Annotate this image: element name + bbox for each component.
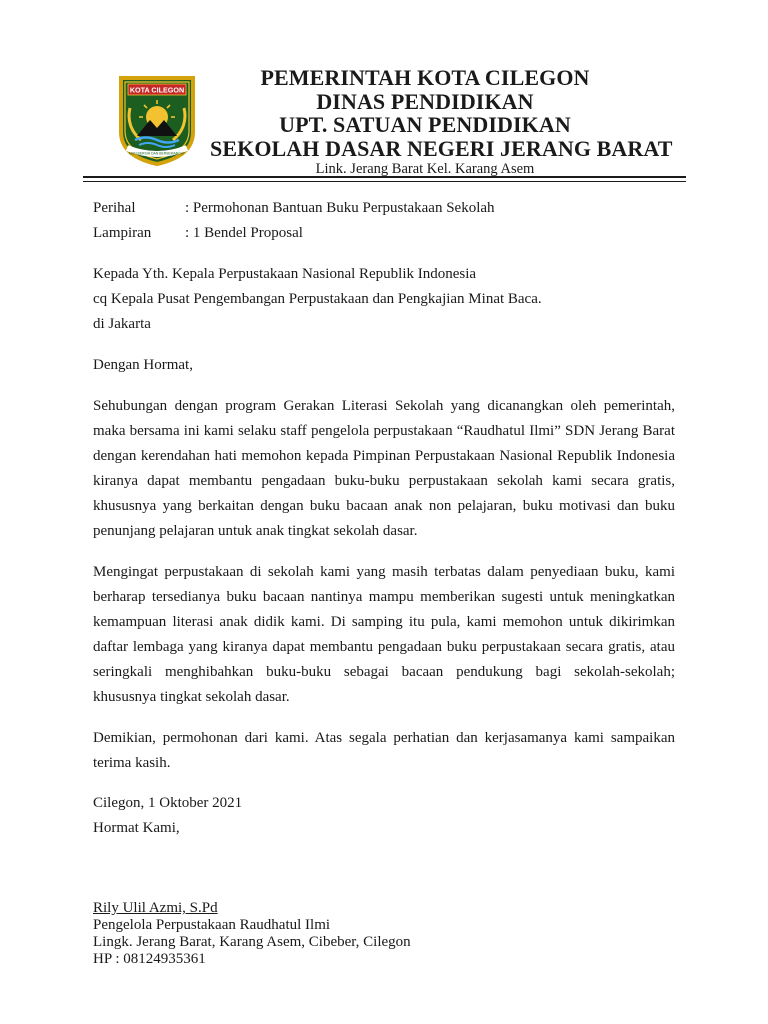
logo-motto-text: MAN BERSIH DAN BERSEMANGAT bbox=[129, 151, 185, 156]
letterhead-address: Link. Jerang Barat Kel. Karang Asem bbox=[315, 161, 535, 177]
letterhead-line-government: PEMERINTAH KOTA CILEGON bbox=[260, 65, 590, 90]
letterhead-line-unit: UPT. SATUAN PENDIDIKAN bbox=[279, 112, 571, 137]
lampiran-row bbox=[93, 221, 675, 246]
body-paragraph: Sehubungan dengan program Gerakan Literasi Sekolah yang dicanangkan oleh pemerintah, maka bersama ini kami selaku staff pengelola perpustakaan “Raudhatul Ilmi” SDN Jerang Barat dengan kerendahan hati memohon kepada Pimpinan Perpustakaan Nasional Republik Indonesia kiranya dapat membantu pengadaan buku-buku perpustakaan sekolah kami secara gratis, khususnya yang berkaitan dengan buku bacaan anak non pelajaran, buku motivasi dan buku penunjang pelajaran untuk anak tingkat sekolah dasar. bbox=[93, 398, 675, 539]
signer-address: Lingk. Jerang Barat, Karang Asem, Cibeber, Cilegon bbox=[93, 934, 411, 950]
signer-position: Pengelola Perpustakaan Raudhatul Ilmi bbox=[93, 917, 331, 933]
recipient-line: di Jakarta bbox=[93, 316, 151, 332]
lampiran-value: : 1 Bendel Proposal bbox=[185, 225, 303, 241]
recipient-line: cq Kepala Pusat Pengembangan Perpustakaan dan Pengkajian Minat Baca. bbox=[93, 291, 542, 307]
letterhead-divider-thick bbox=[83, 176, 686, 178]
perihal-value: : Permohonan Bantuan Buku Perpustakaan Sekolah bbox=[185, 200, 495, 216]
perihal-label: Perihal bbox=[93, 200, 136, 216]
closing-block bbox=[93, 791, 675, 841]
signature-block bbox=[93, 900, 613, 968]
letterhead-line-agency: DINAS PENDIDIKAN bbox=[316, 88, 534, 114]
signer-name: Rily Ulil Azmi, S.Pd bbox=[93, 900, 218, 916]
letter-body bbox=[93, 196, 675, 841]
perihal-row bbox=[93, 196, 675, 221]
lampiran-label: Lampiran bbox=[93, 225, 152, 241]
logo-banner-text: KOTA CILEGON bbox=[129, 85, 185, 95]
signer-phone: HP : 08124935361 bbox=[93, 951, 206, 967]
salutation: Dengan Hormat, bbox=[93, 357, 193, 373]
recipient-line: Kepada Yth. Kepala Perpustakaan Nasional Republik Indonesia bbox=[93, 266, 477, 282]
letterhead-title bbox=[210, 65, 673, 178]
letterhead bbox=[0, 0, 768, 182]
closing-regards: Hormat Kami, bbox=[93, 820, 180, 836]
letter-meta bbox=[93, 196, 675, 246]
city-emblem-logo bbox=[117, 74, 197, 166]
letterhead-line-school: SEKOLAH DASAR NEGERI JERANG BARAT bbox=[210, 135, 673, 161]
recipient-block bbox=[93, 262, 675, 337]
body-paragraph: Mengingat perpustakaan di sekolah kami yang masih terbatas dalam penyediaan buku, kami berharap tersedianya buku bacaan nantinya mampu memberikan sugesti untuk meningkatkan kemampuan literasi anak didik kami. Di samping itu pula, kami memohon untuk dikirimkan daftar lembaga yang kiranya dapat membantu pengadaan buku perpustakaan secara gratis, atau seringkali menghibahkan buku-buku sebagai bacaan pendukung bagi sekolah-sekolah; khususnya tingkat sekolah dasar. bbox=[93, 564, 675, 705]
body-paragraph: Demikian, permohonan dari kami. Atas segala perhatian dan kerjasamanya kami sampaikan terima kasih. bbox=[93, 730, 675, 771]
letterhead-divider-thin bbox=[83, 181, 686, 182]
place-date: Cilegon, 1 Oktober 2021 bbox=[93, 795, 243, 811]
